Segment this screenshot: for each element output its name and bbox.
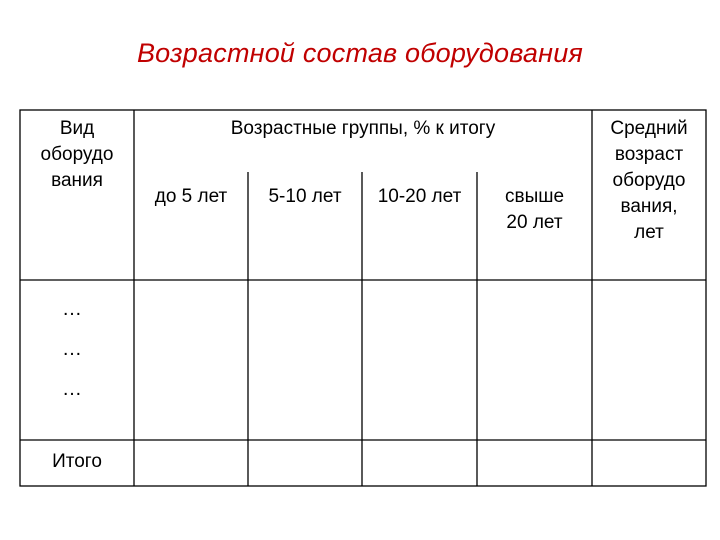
header-average-age-line1: Средний	[610, 118, 688, 139]
header-5-10: 5-10 лет	[268, 186, 342, 207]
header-10-20: 10-20 лет	[377, 186, 462, 207]
header-over-20-line2: 20 лет	[506, 212, 563, 233]
header-under-5: до 5 лет	[154, 186, 228, 207]
header-average-age-line4: вания,	[620, 196, 678, 217]
header-equipment-type-line1: Вид	[59, 118, 95, 139]
header-equipment-type	[20, 116, 134, 194]
header-average-age-line3: оборудо	[612, 170, 686, 191]
header-over-20-line1: свыше	[504, 186, 565, 207]
total-row-label: Итого	[52, 451, 102, 472]
header-equipment-type-line3: вания	[51, 170, 103, 191]
header-average-age-line2: возраст	[614, 144, 684, 165]
header-equipment-type-line2: оборудо	[40, 144, 114, 165]
header-age-groups: Возрастные группы, % к итогу	[230, 118, 496, 139]
header-average-age	[592, 116, 706, 246]
page-title: Возрастной состав оборудования	[136, 38, 584, 68]
row-ellipsis-3: …	[62, 378, 82, 400]
header-average-age-line5: лет	[634, 222, 664, 243]
header-over-20	[477, 184, 592, 236]
row-ellipsis-1: …	[62, 298, 82, 320]
row-ellipsis-2: …	[62, 338, 82, 360]
